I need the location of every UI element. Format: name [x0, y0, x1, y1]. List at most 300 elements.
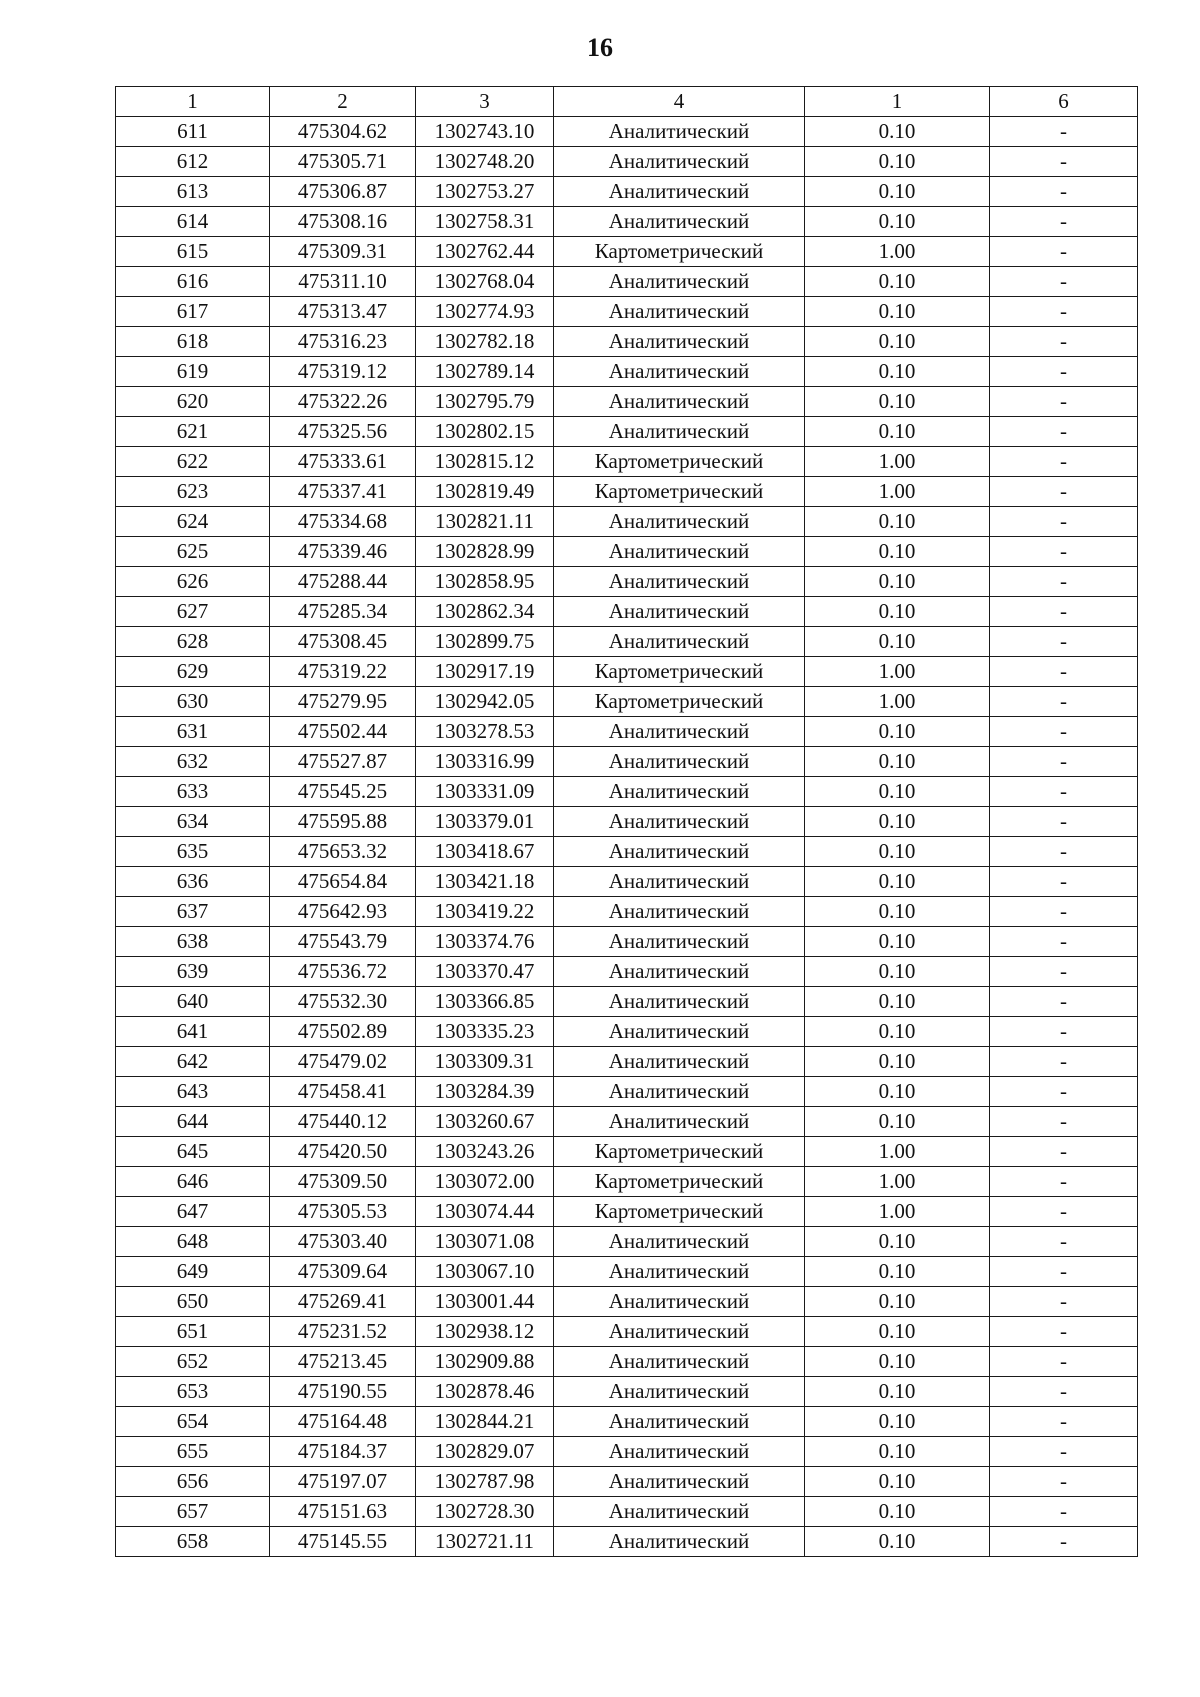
method-cell: Аналитический	[554, 837, 805, 867]
y-coordinate-cell: 1303370.47	[416, 957, 554, 987]
description-cell: -	[990, 1437, 1138, 1467]
description-cell: -	[990, 147, 1138, 177]
point-number-cell: 643	[116, 1077, 270, 1107]
x-coordinate-cell: 475319.22	[270, 657, 416, 687]
method-cell: Картометрический	[554, 237, 805, 267]
description-cell: -	[990, 627, 1138, 657]
method-cell: Аналитический	[554, 177, 805, 207]
table-row	[116, 327, 1138, 357]
description-cell: -	[990, 1137, 1138, 1167]
point-number-cell: 621	[116, 417, 270, 447]
accuracy-cell: 0.10	[805, 1497, 990, 1527]
description-cell: -	[990, 717, 1138, 747]
x-coordinate-cell: 475334.68	[270, 507, 416, 537]
y-coordinate-cell: 1302815.12	[416, 447, 554, 477]
description-cell: -	[990, 507, 1138, 537]
x-coordinate-cell: 475164.48	[270, 1407, 416, 1437]
accuracy-cell: 0.10	[805, 807, 990, 837]
accuracy-cell: 0.10	[805, 1077, 990, 1107]
accuracy-cell: 0.10	[805, 1287, 990, 1317]
method-cell: Аналитический	[554, 387, 805, 417]
table-row	[116, 447, 1138, 477]
x-coordinate-cell: 475305.71	[270, 147, 416, 177]
description-cell: -	[990, 807, 1138, 837]
accuracy-cell: 0.10	[805, 537, 990, 567]
table-row	[116, 657, 1138, 687]
x-coordinate-cell: 475322.26	[270, 387, 416, 417]
x-coordinate-cell: 475543.79	[270, 927, 416, 957]
description-cell: -	[990, 1047, 1138, 1077]
description-cell: -	[990, 1107, 1138, 1137]
header-row	[116, 87, 1138, 117]
description-cell: -	[990, 267, 1138, 297]
y-coordinate-cell: 1302753.27	[416, 177, 554, 207]
method-cell: Аналитический	[554, 717, 805, 747]
method-cell: Аналитический	[554, 957, 805, 987]
point-number-cell: 652	[116, 1347, 270, 1377]
point-number-cell: 623	[116, 477, 270, 507]
x-coordinate-cell: 475653.32	[270, 837, 416, 867]
point-number-cell: 654	[116, 1407, 270, 1437]
method-cell: Аналитический	[554, 297, 805, 327]
header-cell-col-6: 6	[990, 87, 1138, 117]
description-cell: -	[990, 297, 1138, 327]
accuracy-cell: 1.00	[805, 687, 990, 717]
point-number-cell: 649	[116, 1257, 270, 1287]
y-coordinate-cell: 1302829.07	[416, 1437, 554, 1467]
accuracy-cell: 0.10	[805, 1347, 990, 1377]
table-body	[116, 117, 1138, 1557]
header-cell-col-1: 1	[116, 87, 270, 117]
y-coordinate-cell: 1302802.15	[416, 417, 554, 447]
y-coordinate-cell: 1303260.67	[416, 1107, 554, 1137]
x-coordinate-cell: 475151.63	[270, 1497, 416, 1527]
accuracy-cell: 1.00	[805, 237, 990, 267]
y-coordinate-cell: 1302748.20	[416, 147, 554, 177]
method-cell: Аналитический	[554, 807, 805, 837]
y-coordinate-cell: 1303072.00	[416, 1167, 554, 1197]
table-row	[116, 297, 1138, 327]
point-number-cell: 614	[116, 207, 270, 237]
method-cell: Аналитический	[554, 1497, 805, 1527]
description-cell: -	[990, 957, 1138, 987]
x-coordinate-cell: 475305.53	[270, 1197, 416, 1227]
table-row	[116, 1197, 1138, 1227]
x-coordinate-cell: 475184.37	[270, 1437, 416, 1467]
point-number-cell: 631	[116, 717, 270, 747]
accuracy-cell: 0.10	[805, 957, 990, 987]
x-coordinate-cell: 475313.47	[270, 297, 416, 327]
point-number-cell: 629	[116, 657, 270, 687]
table-row	[116, 417, 1138, 447]
y-coordinate-cell: 1303421.18	[416, 867, 554, 897]
description-cell: -	[990, 1257, 1138, 1287]
method-cell: Аналитический	[554, 627, 805, 657]
y-coordinate-cell: 1303071.08	[416, 1227, 554, 1257]
accuracy-cell: 0.10	[805, 507, 990, 537]
x-coordinate-cell: 475440.12	[270, 1107, 416, 1137]
point-number-cell: 624	[116, 507, 270, 537]
x-coordinate-cell: 475333.61	[270, 447, 416, 477]
description-cell: -	[990, 867, 1138, 897]
accuracy-cell: 0.10	[805, 1467, 990, 1497]
accuracy-cell: 0.10	[805, 327, 990, 357]
point-number-cell: 634	[116, 807, 270, 837]
point-number-cell: 632	[116, 747, 270, 777]
x-coordinate-cell: 475288.44	[270, 567, 416, 597]
point-number-cell: 658	[116, 1527, 270, 1557]
table-row	[116, 777, 1138, 807]
accuracy-cell: 0.10	[805, 627, 990, 657]
description-cell: -	[990, 837, 1138, 867]
point-number-cell: 612	[116, 147, 270, 177]
point-number-cell: 633	[116, 777, 270, 807]
accuracy-cell: 1.00	[805, 1137, 990, 1167]
x-coordinate-cell: 475145.55	[270, 1527, 416, 1557]
method-cell: Аналитический	[554, 777, 805, 807]
accuracy-cell: 0.10	[805, 387, 990, 417]
description-cell: -	[990, 477, 1138, 507]
point-number-cell: 644	[116, 1107, 270, 1137]
x-coordinate-cell: 475316.23	[270, 327, 416, 357]
method-cell: Аналитический	[554, 567, 805, 597]
accuracy-cell: 0.10	[805, 267, 990, 297]
header-cell-col-3: 3	[416, 87, 554, 117]
table-row	[116, 687, 1138, 717]
y-coordinate-cell: 1302743.10	[416, 117, 554, 147]
description-cell: -	[990, 1317, 1138, 1347]
table-row	[116, 567, 1138, 597]
table-row	[116, 897, 1138, 927]
y-coordinate-cell: 1302795.79	[416, 387, 554, 417]
y-coordinate-cell: 1302828.99	[416, 537, 554, 567]
y-coordinate-cell: 1303366.85	[416, 987, 554, 1017]
accuracy-cell: 1.00	[805, 447, 990, 477]
accuracy-cell: 1.00	[805, 477, 990, 507]
x-coordinate-cell: 475319.12	[270, 357, 416, 387]
y-coordinate-cell: 1302844.21	[416, 1407, 554, 1437]
y-coordinate-cell: 1302858.95	[416, 567, 554, 597]
method-cell: Картометрический	[554, 1167, 805, 1197]
y-coordinate-cell: 1302942.05	[416, 687, 554, 717]
accuracy-cell: 1.00	[805, 657, 990, 687]
method-cell: Аналитический	[554, 1527, 805, 1557]
description-cell: -	[990, 237, 1138, 267]
accuracy-cell: 0.10	[805, 777, 990, 807]
accuracy-cell: 0.10	[805, 597, 990, 627]
point-number-cell: 615	[116, 237, 270, 267]
point-number-cell: 622	[116, 447, 270, 477]
method-cell: Аналитический	[554, 1257, 805, 1287]
table-row	[116, 1107, 1138, 1137]
description-cell: -	[990, 1017, 1138, 1047]
x-coordinate-cell: 475190.55	[270, 1377, 416, 1407]
method-cell: Аналитический	[554, 1287, 805, 1317]
accuracy-cell: 0.10	[805, 417, 990, 447]
description-cell: -	[990, 687, 1138, 717]
table-row	[116, 1077, 1138, 1107]
y-coordinate-cell: 1302762.44	[416, 237, 554, 267]
x-coordinate-cell: 475304.62	[270, 117, 416, 147]
accuracy-cell: 0.10	[805, 837, 990, 867]
y-coordinate-cell: 1302821.11	[416, 507, 554, 537]
table-row	[116, 147, 1138, 177]
accuracy-cell: 0.10	[805, 147, 990, 177]
method-cell: Аналитический	[554, 747, 805, 777]
accuracy-cell: 0.10	[805, 1107, 990, 1137]
accuracy-cell: 0.10	[805, 1527, 990, 1557]
x-coordinate-cell: 475269.41	[270, 1287, 416, 1317]
point-number-cell: 619	[116, 357, 270, 387]
description-cell: -	[990, 897, 1138, 927]
method-cell: Аналитический	[554, 327, 805, 357]
method-cell: Картометрический	[554, 657, 805, 687]
table-row	[116, 177, 1138, 207]
table-row	[116, 387, 1138, 417]
point-number-cell: 650	[116, 1287, 270, 1317]
table-row	[116, 1377, 1138, 1407]
description-cell: -	[990, 387, 1138, 417]
table-row	[116, 1527, 1138, 1557]
description-cell: -	[990, 357, 1138, 387]
accuracy-cell: 0.10	[805, 867, 990, 897]
method-cell: Аналитический	[554, 417, 805, 447]
description-cell: -	[990, 537, 1138, 567]
description-cell: -	[990, 597, 1138, 627]
method-cell: Аналитический	[554, 1107, 805, 1137]
y-coordinate-cell: 1302782.18	[416, 327, 554, 357]
method-cell: Аналитический	[554, 1347, 805, 1377]
point-number-cell: 642	[116, 1047, 270, 1077]
x-coordinate-cell: 475325.56	[270, 417, 416, 447]
method-cell: Аналитический	[554, 927, 805, 957]
table-row	[116, 1287, 1138, 1317]
x-coordinate-cell: 475479.02	[270, 1047, 416, 1077]
description-cell: -	[990, 177, 1138, 207]
point-number-cell: 630	[116, 687, 270, 717]
method-cell: Аналитический	[554, 1407, 805, 1437]
method-cell: Картометрический	[554, 1137, 805, 1167]
description-cell: -	[990, 1527, 1138, 1557]
point-number-cell: 617	[116, 297, 270, 327]
table-row	[116, 1137, 1138, 1167]
table-row	[116, 117, 1138, 147]
y-coordinate-cell: 1303074.44	[416, 1197, 554, 1227]
point-number-cell: 627	[116, 597, 270, 627]
table-header	[116, 87, 1138, 117]
point-number-cell: 640	[116, 987, 270, 1017]
point-number-cell: 641	[116, 1017, 270, 1047]
accuracy-cell: 0.10	[805, 717, 990, 747]
method-cell: Картометрический	[554, 1197, 805, 1227]
point-number-cell: 613	[116, 177, 270, 207]
x-coordinate-cell: 475309.50	[270, 1167, 416, 1197]
point-number-cell: 646	[116, 1167, 270, 1197]
table-row	[116, 987, 1138, 1017]
y-coordinate-cell: 1303284.39	[416, 1077, 554, 1107]
accuracy-cell: 0.10	[805, 1047, 990, 1077]
x-coordinate-cell: 475420.50	[270, 1137, 416, 1167]
x-coordinate-cell: 475595.88	[270, 807, 416, 837]
x-coordinate-cell: 475532.30	[270, 987, 416, 1017]
table-row	[116, 867, 1138, 897]
description-cell: -	[990, 1287, 1138, 1317]
x-coordinate-cell: 475213.45	[270, 1347, 416, 1377]
table-row	[116, 927, 1138, 957]
description-cell: -	[990, 1497, 1138, 1527]
accuracy-cell: 0.10	[805, 207, 990, 237]
accuracy-cell: 0.10	[805, 1437, 990, 1467]
table-row	[116, 1497, 1138, 1527]
y-coordinate-cell: 1302758.31	[416, 207, 554, 237]
point-number-cell: 616	[116, 267, 270, 297]
header-cell-col-2: 2	[270, 87, 416, 117]
table-row	[116, 1437, 1138, 1467]
y-coordinate-cell: 1303418.67	[416, 837, 554, 867]
point-number-cell: 635	[116, 837, 270, 867]
point-number-cell: 651	[116, 1317, 270, 1347]
method-cell: Аналитический	[554, 207, 805, 237]
point-number-cell: 618	[116, 327, 270, 357]
x-coordinate-cell: 475231.52	[270, 1317, 416, 1347]
x-coordinate-cell: 475502.89	[270, 1017, 416, 1047]
x-coordinate-cell: 475654.84	[270, 867, 416, 897]
y-coordinate-cell: 1302789.14	[416, 357, 554, 387]
table-row	[116, 837, 1138, 867]
table-row	[116, 957, 1138, 987]
table-row	[116, 807, 1138, 837]
x-coordinate-cell: 475308.16	[270, 207, 416, 237]
description-cell: -	[990, 417, 1138, 447]
method-cell: Аналитический	[554, 267, 805, 297]
point-number-cell: 639	[116, 957, 270, 987]
x-coordinate-cell: 475536.72	[270, 957, 416, 987]
y-coordinate-cell: 1303331.09	[416, 777, 554, 807]
method-cell: Аналитический	[554, 1047, 805, 1077]
table-row	[116, 1317, 1138, 1347]
method-cell: Аналитический	[554, 1017, 805, 1047]
description-cell: -	[990, 1467, 1138, 1497]
description-cell: -	[990, 207, 1138, 237]
accuracy-cell: 0.10	[805, 987, 990, 1017]
y-coordinate-cell: 1303309.31	[416, 1047, 554, 1077]
x-coordinate-cell: 475308.45	[270, 627, 416, 657]
method-cell: Аналитический	[554, 357, 805, 387]
x-coordinate-cell: 475339.46	[270, 537, 416, 567]
y-coordinate-cell: 1303067.10	[416, 1257, 554, 1287]
y-coordinate-cell: 1302774.93	[416, 297, 554, 327]
accuracy-cell: 0.10	[805, 177, 990, 207]
point-number-cell: 620	[116, 387, 270, 417]
table-row	[116, 1047, 1138, 1077]
table-row	[116, 1467, 1138, 1497]
y-coordinate-cell: 1303316.99	[416, 747, 554, 777]
description-cell: -	[990, 777, 1138, 807]
accuracy-cell: 0.10	[805, 1227, 990, 1257]
point-number-cell: 625	[116, 537, 270, 567]
table-row	[116, 1347, 1138, 1377]
accuracy-cell: 1.00	[805, 1167, 990, 1197]
y-coordinate-cell: 1302938.12	[416, 1317, 554, 1347]
table-row	[116, 1167, 1138, 1197]
method-cell: Аналитический	[554, 1317, 805, 1347]
table-row	[116, 477, 1138, 507]
description-cell: -	[990, 567, 1138, 597]
accuracy-cell: 1.00	[805, 1197, 990, 1227]
point-number-cell: 638	[116, 927, 270, 957]
y-coordinate-cell: 1302917.19	[416, 657, 554, 687]
point-number-cell: 636	[116, 867, 270, 897]
y-coordinate-cell: 1303419.22	[416, 897, 554, 927]
x-coordinate-cell: 475458.41	[270, 1077, 416, 1107]
y-coordinate-cell: 1302787.98	[416, 1467, 554, 1497]
method-cell: Аналитический	[554, 507, 805, 537]
description-cell: -	[990, 657, 1138, 687]
method-cell: Аналитический	[554, 1467, 805, 1497]
table-row	[116, 237, 1138, 267]
description-cell: -	[990, 1377, 1138, 1407]
description-cell: -	[990, 1077, 1138, 1107]
table-row	[116, 1257, 1138, 1287]
method-cell: Картометрический	[554, 687, 805, 717]
y-coordinate-cell: 1303243.26	[416, 1137, 554, 1167]
accuracy-cell: 0.10	[805, 747, 990, 777]
y-coordinate-cell: 1303379.01	[416, 807, 554, 837]
x-coordinate-cell: 475642.93	[270, 897, 416, 927]
y-coordinate-cell: 1302899.75	[416, 627, 554, 657]
method-cell: Аналитический	[554, 987, 805, 1017]
description-cell: -	[990, 987, 1138, 1017]
method-cell: Аналитический	[554, 867, 805, 897]
description-cell: -	[990, 1167, 1138, 1197]
y-coordinate-cell: 1303335.23	[416, 1017, 554, 1047]
description-cell: -	[990, 747, 1138, 777]
description-cell: -	[990, 447, 1138, 477]
point-number-cell: 648	[116, 1227, 270, 1257]
accuracy-cell: 0.10	[805, 117, 990, 147]
y-coordinate-cell: 1303001.44	[416, 1287, 554, 1317]
point-number-cell: 628	[116, 627, 270, 657]
x-coordinate-cell: 475309.64	[270, 1257, 416, 1287]
y-coordinate-cell: 1302721.11	[416, 1527, 554, 1557]
y-coordinate-cell: 1303278.53	[416, 717, 554, 747]
method-cell: Аналитический	[554, 147, 805, 177]
y-coordinate-cell: 1302819.49	[416, 477, 554, 507]
description-cell: -	[990, 1407, 1138, 1437]
accuracy-cell: 0.10	[805, 1257, 990, 1287]
table-row	[116, 207, 1138, 237]
accuracy-cell: 0.10	[805, 1317, 990, 1347]
table-row	[116, 1227, 1138, 1257]
accuracy-cell: 0.10	[805, 297, 990, 327]
x-coordinate-cell: 475309.31	[270, 237, 416, 267]
y-coordinate-cell: 1302909.88	[416, 1347, 554, 1377]
point-number-cell: 637	[116, 897, 270, 927]
point-number-cell: 611	[116, 117, 270, 147]
accuracy-cell: 0.10	[805, 927, 990, 957]
accuracy-cell: 0.10	[805, 357, 990, 387]
table-row	[116, 537, 1138, 567]
description-cell: -	[990, 327, 1138, 357]
point-number-cell: 647	[116, 1197, 270, 1227]
coordinates-table	[115, 86, 1138, 1557]
x-coordinate-cell: 475197.07	[270, 1467, 416, 1497]
point-number-cell: 626	[116, 567, 270, 597]
y-coordinate-cell: 1302728.30	[416, 1497, 554, 1527]
point-number-cell: 656	[116, 1467, 270, 1497]
method-cell: Аналитический	[554, 537, 805, 567]
point-number-cell: 653	[116, 1377, 270, 1407]
